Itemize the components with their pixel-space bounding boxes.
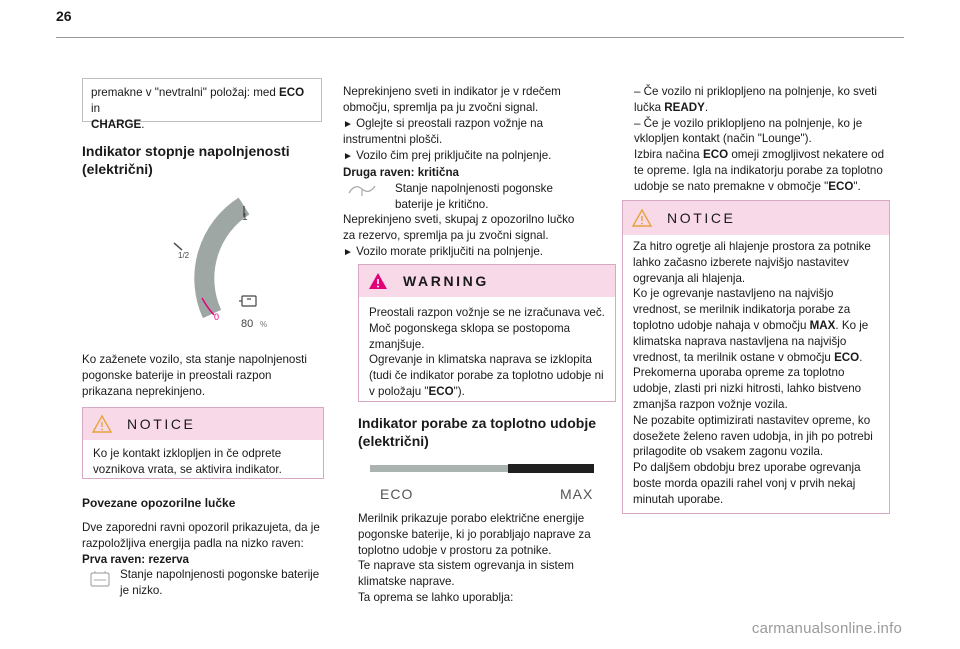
warning-header bbox=[359, 265, 615, 297]
watermark: carmanualsonline.info bbox=[751, 620, 902, 637]
column-2-text: Neprekinjeno sveti in indikator je v rdečem območju, spremlja pa ju zvočni signal. ► Oglejte si preostali razpon vožnje na instrumentni plošči. ► Vozilo čim prej priključite na polnjenje. Druga raven: kritična Stanje napolnjenosti pogonske baterije je kritično. Neprekinjeno sveti, skupaj z opozorilno lučko za rezervo, spremlja pa ju zvočni signal. ► Vozilo morate priključiti na polnjenje. bbox=[343, 84, 589, 261]
level2-entry: Stanje napolnjenosti pogonske baterije je kritično. bbox=[343, 181, 589, 213]
arrow-bullet-icon: ► bbox=[343, 246, 353, 258]
warning-lights-text: Dve zaporedni ravni opozoril prikazujeta, da je razpoložljiva energija padla na nizko raven: Prva raven: rezerva Stanje napolnjenosti pogonske baterije je nizko. bbox=[82, 520, 324, 599]
bar-eco-zone bbox=[370, 465, 508, 472]
arrow-bullet-icon: ► bbox=[343, 151, 353, 163]
intro-box: premakne v "nevtralni" položaj: med ECO in CHARGE. bbox=[82, 78, 322, 122]
warning-triangle-icon bbox=[91, 414, 113, 434]
column-3-text: – Če vozilo ni priklopljeno na polnjenje, ko sveti lučka READY. – Če je vozilo priklopljeno na polnjenje, ko je vklopljen kontakt (način "Lounge"). Izbira načina ECO omeji zmogljivost nekatere od te opreme. Igla na indikatorju porabe za toplotno udobje se nato premakne v območje "ECO". bbox=[634, 85, 885, 193]
notice-title: NOTICE bbox=[127, 416, 196, 432]
notice-box-2: NOTICE Za hitro ogretje ali hlajenje prostora za potnike lahko začasno izberete najvišjo nastavitev ogrevanja ali hlajenja. Ko je ogrevanje nastavljeno na najvišjo vrednost, se merilnik indikatorja porabe za toplotno udobje nahaja v območju MAX. Ko je klimatska naprava nastavljena na najvišjo vrednost, ta merilnik ostane v območju ECO. Prekomerna uporaba opreme za toplotno udobje, zlasti pri nizki hitrosti, lahko bistveno zmanjša razpon vožnje vozila. Ne pozabite optimizirati nastavitev opreme, ko dosežete želeno raven udobja, in jih po potrebi prilagodite ob vsakem zagonu vozila. Po daljšem obdobju brez uporabe ogrevanja boste morda opazili rahel vonj v prvih nekaj minutah uporabe. bbox=[622, 200, 890, 514]
gauge-unit: % bbox=[260, 320, 268, 329]
warning-box: WARNING Preostali razpon vožnje se ne izračunava več. Moč pogonskega sklopa se postopoma zmanjšuje. Ogrevanje in klimatska naprava se izklopita (tudi če indikator porabe za toplotno udobje ni v položaju "ECO"). bbox=[358, 264, 616, 402]
warning-lights-heading: Povezane opozorilne lučke bbox=[82, 496, 236, 510]
notice-header bbox=[623, 201, 889, 235]
warning-triangle-icon bbox=[367, 271, 389, 291]
level1-entry: Stanje napolnjenosti pogonske baterije je nizko. bbox=[82, 567, 324, 599]
notice-title: NOTICE bbox=[667, 210, 736, 226]
notice-box-1 bbox=[82, 407, 324, 479]
charge-gauge bbox=[150, 196, 290, 336]
gauge-value: 80 bbox=[241, 318, 254, 330]
battery-plug-icon bbox=[239, 296, 256, 306]
gauge-tick-half bbox=[174, 243, 182, 250]
gauge-arc bbox=[204, 206, 244, 314]
gauge-label-zero: 0 bbox=[214, 312, 220, 322]
page-number: 26 bbox=[56, 8, 72, 24]
bar-label-max: MAX bbox=[560, 486, 594, 502]
warning-triangle-icon bbox=[631, 208, 653, 228]
bar-label-eco: ECO bbox=[380, 486, 414, 502]
reserve-battery-icon bbox=[88, 569, 114, 589]
arrow-bullet-icon: ► bbox=[343, 118, 353, 130]
gauge-label-full: 1 bbox=[242, 212, 248, 223]
comfort-indicator-heading: Indikator porabe za toplotno udobje (električni) bbox=[358, 415, 596, 449]
battery-indicator-heading: Indikator stopnje napolnjenosti (električni) bbox=[82, 143, 290, 177]
gauge-description: Ko zaženete vozilo, sta stanje napolnjenosti pogonske baterije in preostali razpon prikazana neprekinjeno. bbox=[82, 353, 307, 398]
notice-header bbox=[83, 408, 323, 440]
header-rule bbox=[56, 37, 904, 38]
warning-text-1: Preostali razpon vožnje se ne izračunava več. Moč pogonskega sklopa se postopoma zmanjšuje. bbox=[369, 306, 605, 351]
comfort-text: Merilnik prikazuje porabo električne energije pogonske baterije, ki jo porabljajo naprave za toplotno udobje v prostoru za potnike. Te naprave sta sistem ogrevanja in sistem klimatske naprave. Ta oprema se lahko uporablja: bbox=[358, 512, 591, 604]
notice-text: Ko je kontakt izklopljen in če odprete voznikova vrata, se aktivira indikator. bbox=[93, 447, 282, 476]
critical-battery-icon bbox=[347, 181, 377, 199]
bar-max-zone bbox=[508, 464, 594, 473]
comfort-consumption-bar bbox=[370, 464, 594, 474]
warning-title: WARNING bbox=[403, 273, 489, 289]
gauge-label-half: 1/2 bbox=[178, 251, 190, 260]
